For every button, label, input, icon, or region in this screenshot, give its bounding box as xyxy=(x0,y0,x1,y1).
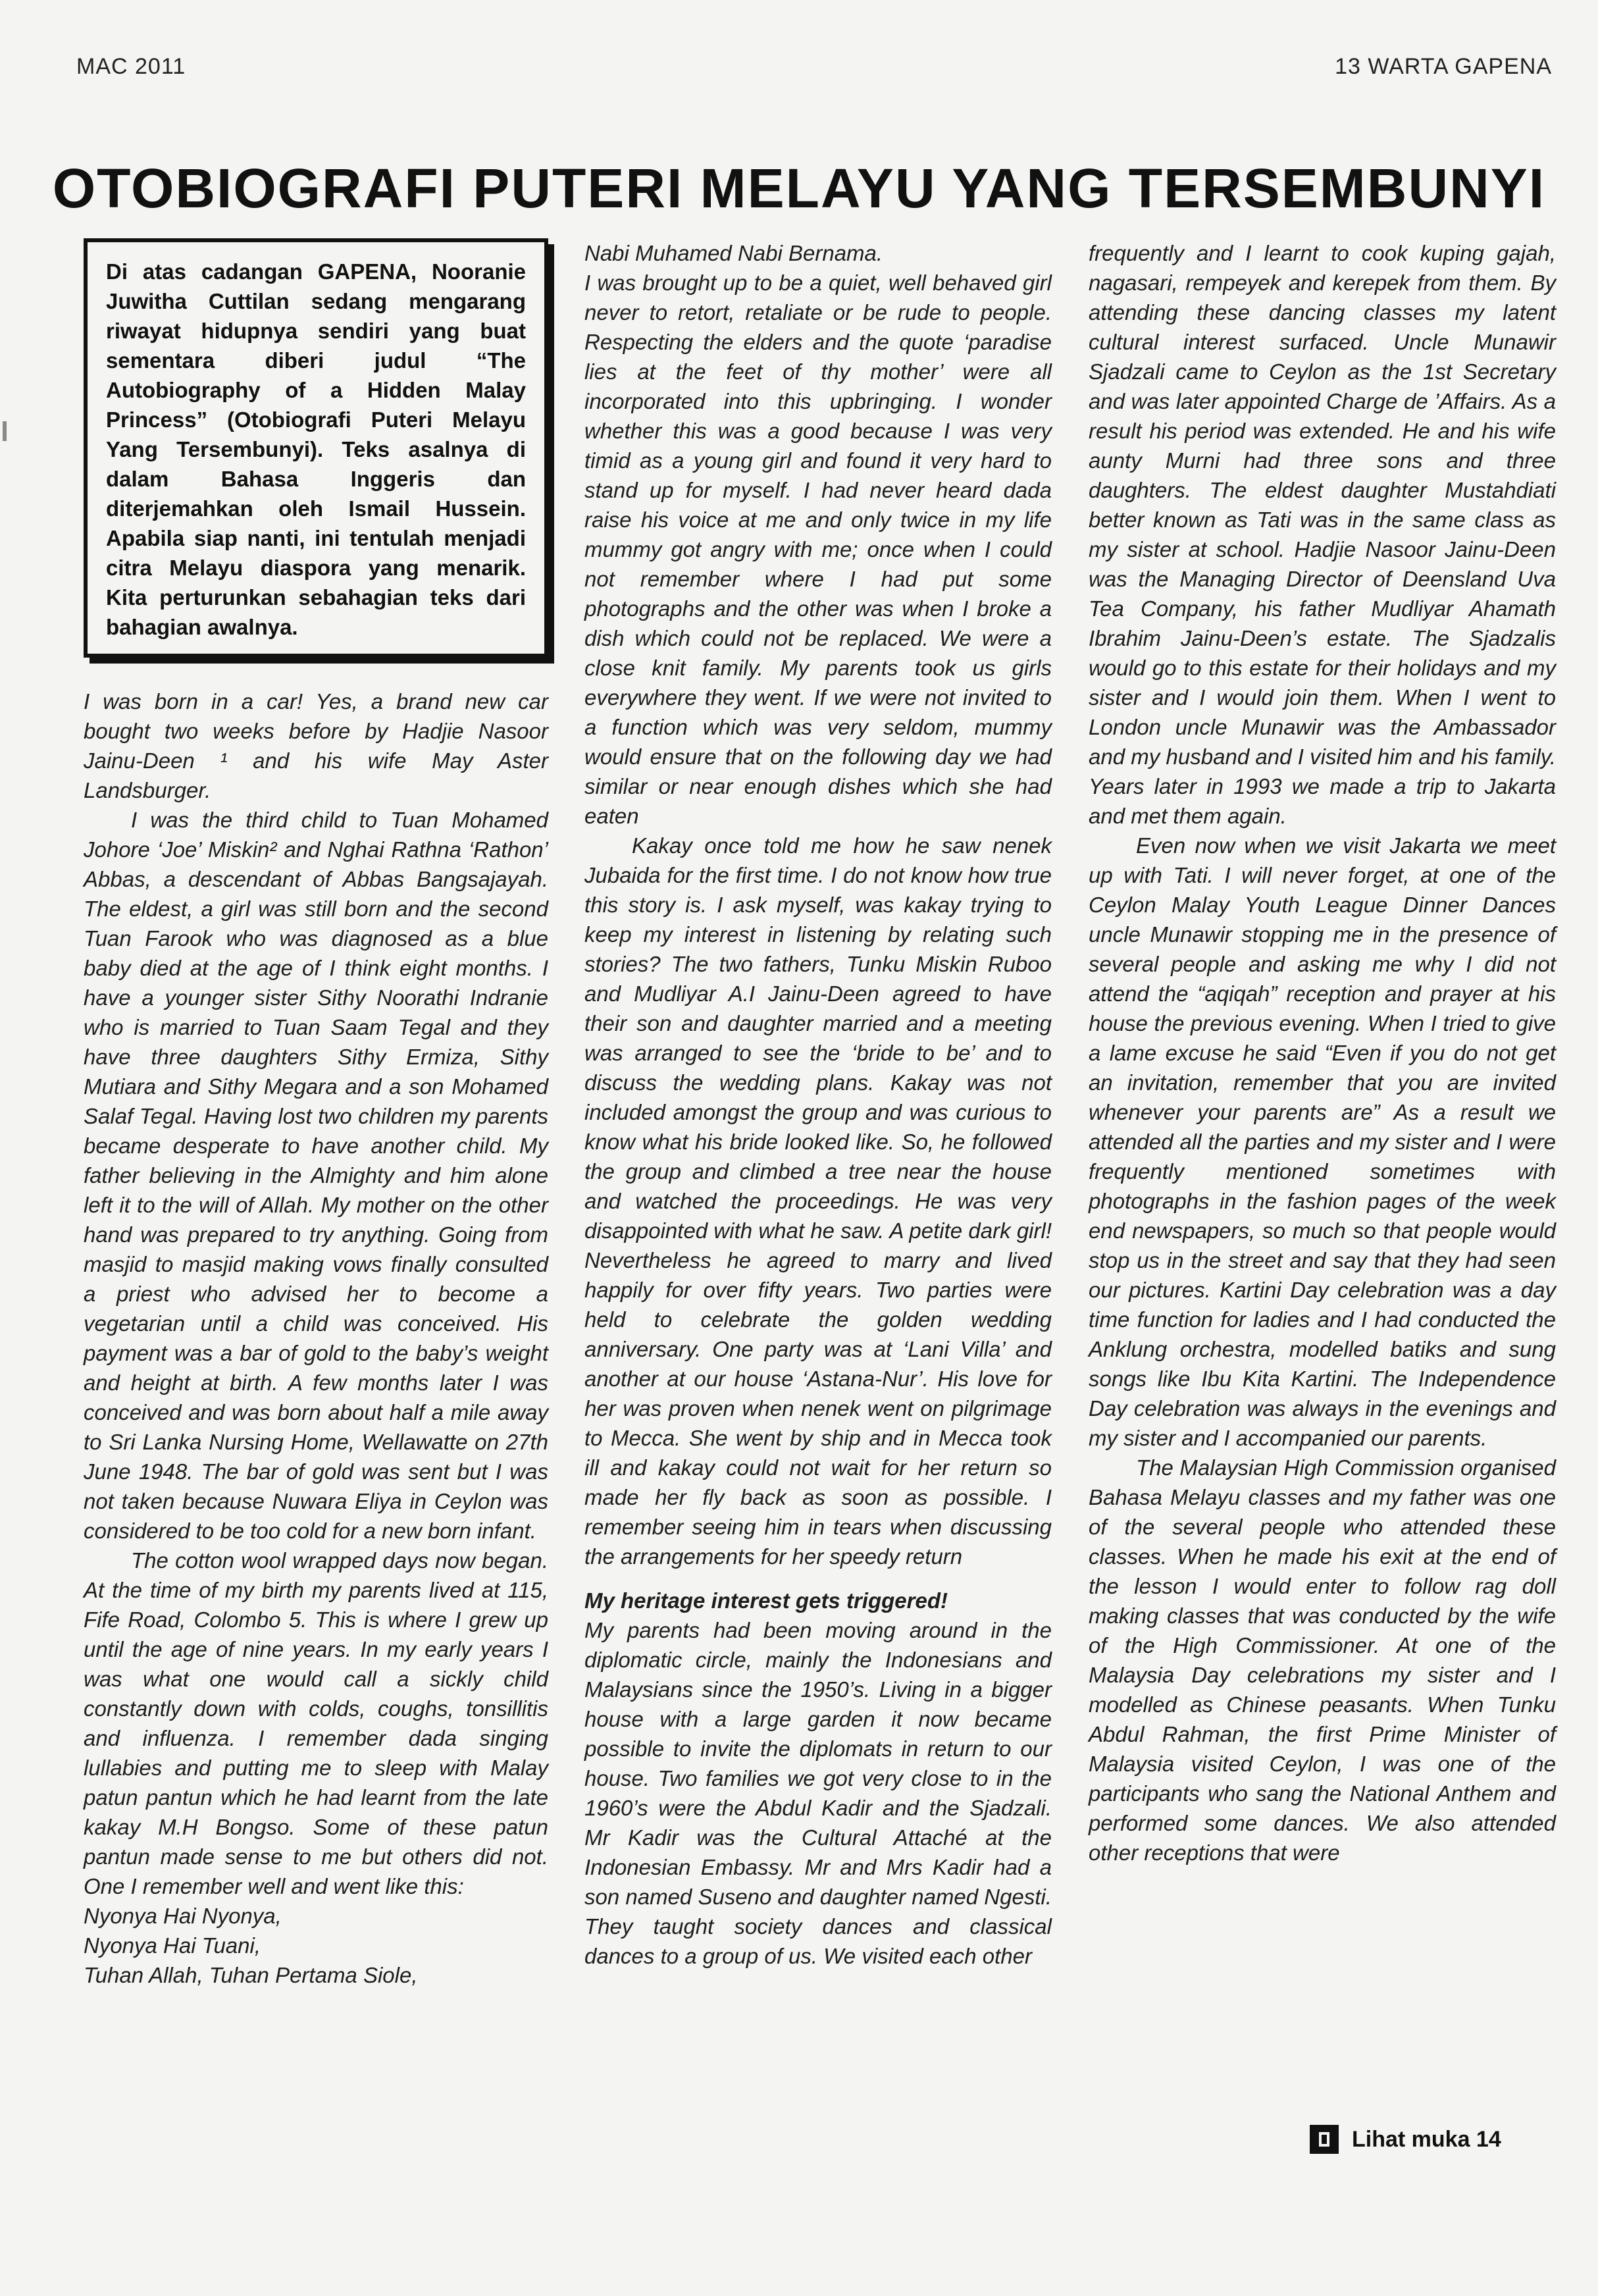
page-continue-icon xyxy=(1310,2125,1339,2154)
poem-line: Nabi Muhamed Nabi Bernama. xyxy=(584,241,883,265)
section-subheading: My heritage interest gets triggered! xyxy=(584,1588,948,1613)
scan-margin-mark xyxy=(3,421,7,441)
intro-box: Di atas cadangan GAPENA, Nooranie Juwitha Cuttilan sedang mengarang riwayat hidupnya sendiri yang buat sementara diberi judul “The Autobiography of a Hidden Malay Princess” (Otobiografi Puteri Melayu Yang Tersembunyi). Teks asalnya di dalam Bahasa Inggeris dan diterjemahkan oleh Ismail Hussein. Apabila siap nanti, ini tentulah menjadi citra Melayu diaspora yang menarik. Kita perturunkan sebahagian teks dari bahagian awalnya. xyxy=(84,238,548,658)
poem-line: Nyonya Hai Nyonya, xyxy=(84,1904,282,1928)
paragraph: Even now when we visit Jakarta we meet up with Tati. I will never forget, at one of the Ceylon Malay Youth League Dinner Dances uncle Munawir stopping me in the presence of several people and asking me why I did not attend the “aqiqah” reception and prayer at his house the previous evening. When I tried to give a lame excuse he said “Even if you do not get an invitation, remember that you are invited whenever your parents are” As a result we attended all the parties and my sister and I were frequently mentioned sometimes with photographs in the fashion pages of the week end newspapers, so much so that people would stop us in the street and say that they had seen our pictures. Kartini Day celebration was a day time function for ladies and I had conducted the Anklung orchestra, modelled batiks and sung songs like Ibu Kita Kartini. The Independence Day celebration was always in the evenings and my sister and I accompanied our parents. xyxy=(1089,833,1556,1450)
column-2 xyxy=(584,238,1052,1971)
paragraph: I was born in a car! Yes, a brand new car bought two weeks before by Hadjie Nasoor Jainu-Deen ¹ and his wife May Aster Landsburger. xyxy=(84,689,548,802)
paragraph: The Malaysian High Commission organised Bahasa Melayu classes and my father was one of the several people who attended these classes. When he made his exit at the end of the lesson I would enter to follow rag doll making classes that was conducted by the wife of the High Commissioner. At one of the Malaysia Day celebrations my sister and I modelled as Chinese peasants. When Tunku Abdul Rahman, the first Prime Minister of Malaysia visited Ceylon, I was one of the participants who sang the National Anthem and performed some dances. We also attended other receptions that were xyxy=(1089,1455,1556,1865)
issue-date: MAC 2011 xyxy=(76,54,186,79)
continued-label: Lihat muka 14 xyxy=(1352,2126,1501,2152)
poem-line: Tuhan Allah, Tuhan Pertama Siole, xyxy=(84,1963,418,1987)
page-number-publication: 13 WARTA GAPENA xyxy=(1335,54,1552,79)
page-title: OTOBIOGRAFI PUTERI MELAYU YANG TERSEMBUNYI xyxy=(52,157,1546,219)
column-3 xyxy=(1089,238,1556,1867)
paragraph: My parents had been moving around in the diplomatic circle, mainly the Indonesians and Malaysians since the 1950’s. Living in a bigger house with a large garden it now became possible to invite the diplomats in return to our house. Two families we got very close to in the 1960’s were the Abdul Kadir and the Sjadzali. Mr Kadir was the Cultural Attaché at the Indonesian Embassy. Mr and Mrs Kadir had a son named Suseno and daughter named Ngesti. They taught society dances and classical dances to a group of us. We visited each other xyxy=(584,1618,1052,1968)
column-1 xyxy=(84,238,548,1990)
paragraph: frequently and I learnt to cook kuping gajah, nagasari, rempeyek and kerepek from them. By attending these dancing classes my latent cultural interest surfaced. Uncle Munawir Sjadzali came to Ceylon as the 1st Secretary and was later appointed Charge de ’Affairs. As a result his period was extended. He and his wife aunty Murni had three sons and three daughters. The eldest daughter Mustahdiati better known as Tati was in the same class as my sister at school. Hadjie Nasoor Jainu-Deen was the Managing Director of Deensland Uva Tea Company, his father Mudliyar Ahamath Ibrahim Jainu-Deen’s estate. The Sjadzalis would go to this estate for their holidays and my sister and I would join them. When I went to London uncle Munawir was the Ambassador and my husband and I visited him and his family. Years later in 1993 we made a trip to Jakarta and met them again. xyxy=(1089,241,1556,828)
poem-line: Nyonya Hai Tuani, xyxy=(84,1933,261,1958)
paragraph: I was the third child to Tuan Mohamed Johore ‘Joe’ Miskin² and Nghai Rathna ‘Rathon’ Abbas, a descendant of Abbas Bangsajayah. The eldest, a girl was still born and the second Tuan Farook who was diagnosed as a blue baby died at the age of I think eight months. I have a younger sister Sithy Noorathi Indranie who is married to Tuan Saam Tegal and they have three daughters Sithy Ermiza, Sithy Mutiara and Sithy Megara and a son Mohamed Salaf Tegal. Having lost two children my parents became desperate to have another child. My father believing in the Almighty and him alone left it to the will of Allah. My mother on the other hand was prepared to try anything. Going from masjid to masjid making vows finally consulted a priest who advised her to become a vegetarian until a child was conceived. His payment was a bar of gold to the baby’s weight and height at birth. A few months later I was conceived and was born about half a mile away to Sri Lanka Nursing Home, Wellawatte on 27th June 1948. The bar of gold was sent but I was not taken because Nuwara Eliya in Ceylon was considered to be too cold for a new born infant. xyxy=(84,808,548,1543)
paragraph: Kakay once told me how he saw nenek Jubaida for the first time. I do not know how true this story is. I ask myself, was kakay trying to keep my interest in listening by relating such stories? The two fathers, Tunku Miskin Ruboo and Mudliyar A.I Jainu-Deen agreed to have their son and daughter married and a meeting was arranged to see the ‘bride to be’ and to discuss the wedding plans. Kakay was not included amongst the group and was curious to know what his bride looked like. So, he followed the group and climbed a tree near the house and watched the proceedings. He was very disappointed with what he saw. A petite dark girl! Nevertheless he agreed to marry and lived happily for over fifty years. Two parties were held to celebrate the golden wedding anniversary. One party was at ‘Lani Villa’ and another at our house ‘Astana-Nur’. His love for her was proven when nenek went on pilgrimage to Mecca. She went by ship and in Mecca took ill and kakay could not wait for her return so made her fly back as soon as possible. I remember seeing him in tears when discussing the arrangements for her speedy return xyxy=(584,833,1052,1569)
paragraph: I was brought up to be a quiet, well behaved girl never to retort, retaliate or be rude to people. Respecting the elders and the quote ‘paradise lies at the feet of thy mother’ were all incorporated into this upbringing. I wonder whether this was a good because I was very timid as a young girl and found it very hard to stand up for myself. I had never heard dada raise his voice at me and only twice in my life mummy got angry with me; once when I could not remember where I had put some photographs and the other was when I broke a dish which could not be replaced. We were a close knit family. My parents took us girls everywhere they went. If we were not invited to a function which was very seldom, mummy would ensure that on the following day we had similar or near enough dishes which she had eaten xyxy=(584,271,1052,828)
paragraph: The cotton wool wrapped days now began. At the time of my birth my parents lived at 115, Fife Road, Colombo 5. This is where I grew up until the age of nine years. In my early years I was what one would call a sickly child constantly down with colds, coughs, tonsillitis and influenza. I remember dada singing lullabies and putting me to sleep with Malay patun pantun which he had learnt from the late kakay M.H Bongso. Some of these patun pantun made sense to me but others did not. One I remember well and went like this: xyxy=(84,1548,548,1898)
continued-on-page xyxy=(1310,2125,1501,2154)
